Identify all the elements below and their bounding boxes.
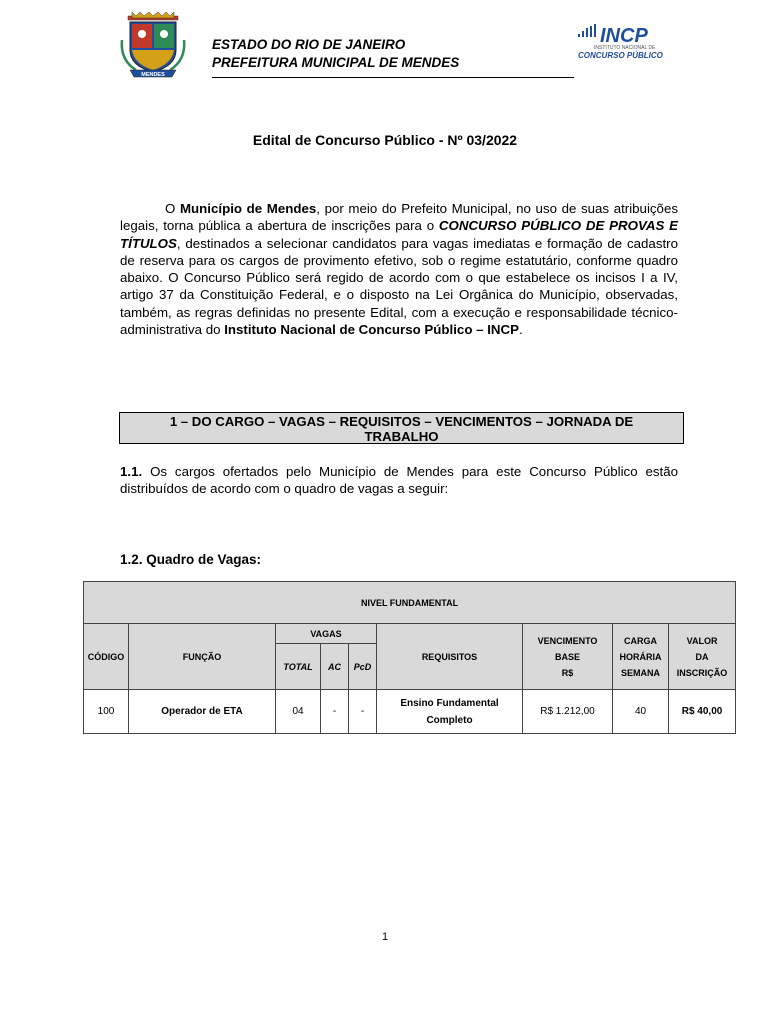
page-number: 1 bbox=[381, 931, 389, 943]
table-row bbox=[84, 690, 736, 734]
paragraph-1-1: 1.1. Os cargos ofertados pelo Município de Mendes para este Concurso Público estão distribuídos de acordo com o quadro de vagas a seguir: bbox=[120, 464, 678, 497]
header-ac: AC bbox=[321, 644, 349, 690]
header-codigo: CÓDIGO bbox=[84, 624, 129, 690]
table-band-row bbox=[84, 582, 736, 624]
cell-codigo: 100 bbox=[84, 690, 129, 734]
cell-valor: R$ 40,00 bbox=[669, 690, 736, 734]
header-vencimento: VENCIMENTO BASE R$ bbox=[523, 624, 613, 690]
cell-carga: 40 bbox=[613, 690, 669, 734]
cell-vencimento: R$ 1.212,00 bbox=[523, 690, 613, 734]
header-pcd: PcD bbox=[349, 644, 377, 690]
svg-text:CONCURSO PÚBLICO: CONCURSO PÚBLICO bbox=[578, 51, 663, 60]
cell-funcao: Operador de ETA bbox=[129, 690, 276, 734]
document-title: Edital de Concurso Público - Nº 03/2022 bbox=[252, 132, 518, 148]
intro-paragraph: O Município de Mendes, por meio do Prefeito Municipal, no uso de suas atribuições legais, torna pública a abertura de inscrições para o CONCURSO PÚBLICO DE PROVAS E TÍTULOS, destinados a selecionar candidatos para vagas imediatas e formação de cadastro de reserva para os cargos de provimento efetivo, sob o regime estatutário, conforme quadro abaixo. O Concurso Público será regido de acordo com o que estabelece os incisos I a IV, artigo 37 da Constituição Federal, e o disposto na Lei Orgânica do Município, observadas, também, as regras definidas no presente Edital, com a execução e responsabilidade técnico-administrativa do Instituto Nacional de Concurso Público – INCP. bbox=[120, 201, 678, 338]
header-state: ESTADO DO RIO DE JANEIRO bbox=[212, 37, 406, 52]
cell-ac: - bbox=[321, 690, 349, 734]
header-prefeitura: PREFEITURA MUNICIPAL DE MENDES bbox=[212, 55, 460, 70]
header-valor: VALOR DA INSCRIÇÃO bbox=[669, 624, 736, 690]
cell-pcd: - bbox=[349, 690, 377, 734]
header-rule bbox=[212, 77, 574, 78]
section-1-heading: 1 – DO CARGO – VAGAS – REQUISITOS – VENCIMENTOS – JORNADA DE TRABALHO bbox=[119, 412, 684, 444]
vagas-table bbox=[83, 581, 736, 734]
mendes-crest-logo bbox=[118, 10, 188, 82]
header-vagas: VAGAS bbox=[276, 624, 377, 644]
svg-text:INSTITUTO NACIONAL DE: INSTITUTO NACIONAL DE bbox=[594, 45, 656, 51]
header-carga: CARGA HORÁRIA SEMANA bbox=[613, 624, 669, 690]
nivel-fundamental-cell: NIVEL FUNDAMENTAL bbox=[84, 582, 736, 624]
header-total: TOTAL bbox=[276, 644, 321, 690]
header-requisitos: REQUISITOS bbox=[377, 624, 523, 690]
heading-1-2: 1.2. Quadro de Vagas: bbox=[120, 552, 262, 567]
svg-text:MENDES: MENDES bbox=[141, 72, 165, 78]
cell-total: 04 bbox=[276, 690, 321, 734]
incp-logo bbox=[574, 20, 674, 64]
header-text bbox=[212, 36, 459, 72]
header-funcao: FUNÇÃO bbox=[129, 624, 276, 690]
svg-text:INCP: INCP bbox=[600, 25, 648, 47]
table-header-row bbox=[84, 624, 736, 644]
cell-requisitos: Ensino Fundamental Completo bbox=[377, 690, 523, 734]
